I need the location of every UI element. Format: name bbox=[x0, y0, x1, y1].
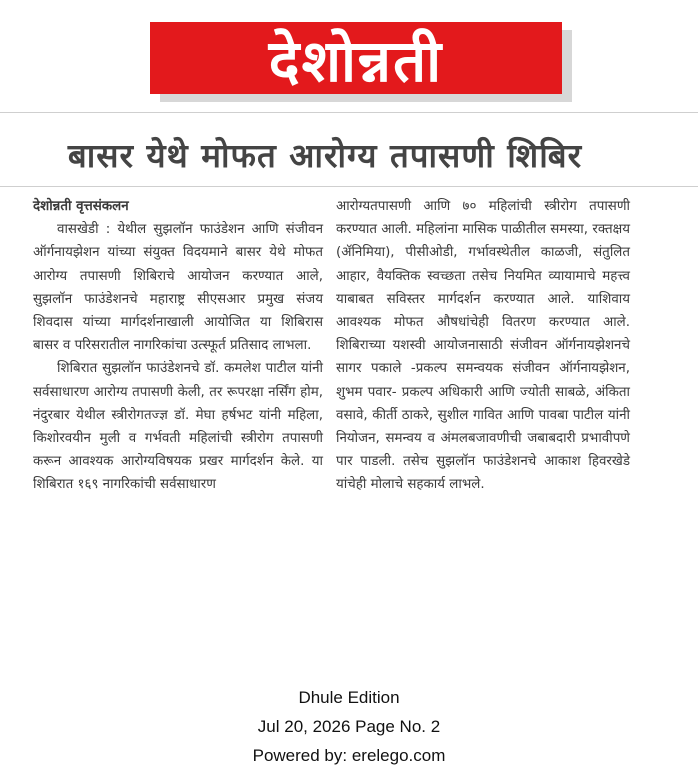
header-divider bbox=[0, 112, 698, 113]
headline-divider bbox=[0, 186, 698, 187]
article-paragraph-3: आरोग्यतपासणी आणि ७० महिलांची स्त्रीरोग तपासणी करण्यात आली. महिलांना मासिक पाळीतील समस्या, रक्तक्षय (ॲनिमिया), पीसीओडी, गर्भावस्थेतील काळजी, संतुलित आहार, वैयक्तिक स्वच्छता तसेच नियमित व्यायामाचे महत्त्व याबाबत सविस्तर मार्गदर्शन करण्यात आले. याशिवाय आवश्यक मोफत औषधांचेही वितरण करण्यात आले. शिबिराच्या यशस्वी आयोजनासाठी संजीवन ऑर्गनायझेशनचे सागर पकाले -प्रकल्प समन्वयक संजीवन ऑर्गनायझेशन, शुभम पवार- प्रकल्प अधिकारी आणि ज्योती साबळे, अंकिता वसावे, कीर्ती ठाकरे, सुशील गावित आणि पावबा पाटील यांनी नियोजन, समन्वय व अंमलबजावणीची जबाबदारी प्रभावीपणे पार पाडली. तसेच सुझलॉन फाउंडेशनचे आकाश हिवरखेडे यांचेही मोलाचे सहकार्य लाभले. bbox=[336, 199, 630, 493]
article-column-left bbox=[33, 195, 323, 497]
article-paragraph-1: वासखेडी : येथील सुझलॉन फाउंडेशन आणि संजीवन ऑर्गनायझेशन यांच्या संयुक्त विदयमाने बासर येथे मोफत आरोग्य तपासणी शिबिराचे आयोजन करण्यात आले, सुझलॉन फाउंडेशनचे महाराष्ट्र सीएसआर प्रमुख संजय शिवदास यांच्या मार्गदर्शनाखाली आयोजित या शिबिरास बासर व परिसरातील नागरिकांचा उत्स्फूर्त प्रतिसाद लाभला. bbox=[33, 222, 323, 354]
article-headline: बासर येथे मोफत आरोग्य तपासणी शिबिर bbox=[67, 135, 583, 175]
powered-by-label: Powered by: erelego.com bbox=[252, 746, 446, 765]
newspaper-logo: देशोन्नती bbox=[268, 26, 444, 95]
edition-label: Dhule Edition bbox=[298, 688, 400, 707]
article-byline: देशोन्नती वृत्तसंकलन bbox=[33, 199, 129, 214]
date-page-label: Jul 20, 2026 Page No. 2 bbox=[257, 717, 441, 736]
article-column-right bbox=[336, 195, 630, 497]
article-paragraph-2: शिबिरात सुझलॉन फाउंडेशनचे डॉ. कमलेश पाटील यांनी सर्वसाधारण आरोग्य तपासणी केली, तर रूपरक्षा नर्सिंग होम, नंदुरबार येथील स्त्रीरोगतज्ज्ञ डॉ. मेघा हर्षभट यांनी महिला, किशोरवयीन मुली व गर्भवती महिलांची स्त्रीरोग तपासणी करून आवश्यक आरोग्यविषयक प्रखर मार्गदर्शन केले. या शिबिरात १६९ नागरिकांची सर्वसाधारण bbox=[33, 361, 323, 493]
